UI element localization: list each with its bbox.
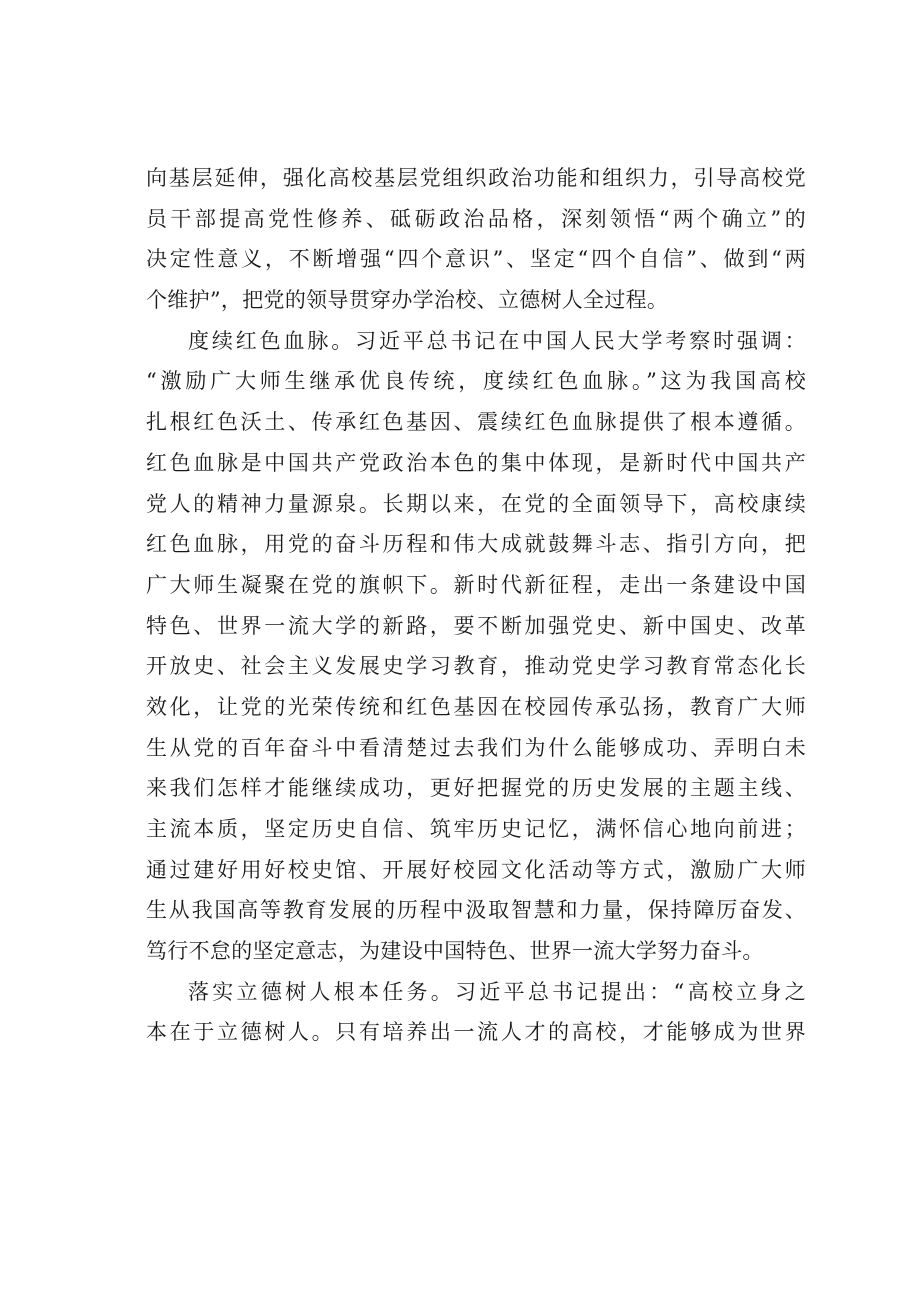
text-line: “激励广大师生继承优良传统，度续红色血脉。”这为我国高校 <box>146 369 806 394</box>
text-line: 主流本质，坚定历史自信、筑牢历史记忆，满怀信心地向前进； <box>146 817 806 841</box>
text-line: 决定性意义，不断增强“四个意识”、坚定“四个自信”、做到“两 <box>146 247 806 272</box>
text-line: 向基层延伸，强化高校基层党组织政治功能和组织力，引导高校党 <box>146 166 806 190</box>
text-line: 效化，让党的光荣传统和红色基因在校园传承弘扬，教育广大师 <box>146 694 806 719</box>
text-line: 特色、世界一流大学的新路，要不断加强党史、新中国史、改革 <box>146 613 806 638</box>
text-line: 来我们怎样才能继续成功，更好把握党的历史发展的主题主线、 <box>146 776 806 801</box>
text-line: 个维护”，把党的领导贯穿办学治校、立德树人全过程。 <box>146 288 669 313</box>
text-line: 开放史、社会主义发展史学习教育，推动党史学习教育常态化长 <box>146 654 806 679</box>
paragraph-2 <box>146 321 806 972</box>
text-line: 扎根红色沃土、传承红色基因、震续红色血脉提供了根本遵循。 <box>146 410 806 435</box>
text-line: 生从我国高等教育发展的历程中汲取智慧和力量，保持障厉奋发、 <box>146 898 806 923</box>
text-line: 红色血脉，用党的奋斗历程和伟大成就鼓舞斗志、指引方向，把 <box>146 532 806 557</box>
text-line: 员干部提高党性修养、砥砺政治品格，深刻领悟“两个确立”的 <box>146 206 806 231</box>
text-line: 落实立德树人根本任务。习近平总书记提出：“高校立身之 <box>188 979 806 1004</box>
text-line: 生从党的百年奋斗中看清楚过去我们为什么能够成功、弄明白未 <box>146 735 806 760</box>
text-line: 党人的精神力量源泉。长期以来，在党的全面领导下，高校康续 <box>146 491 806 516</box>
paragraph-1 <box>146 158 806 321</box>
text-line: 红色血脉是中国共产党政治本色的集中体现，是新时代中国共产 <box>146 450 806 475</box>
paragraph-3 <box>146 972 806 1053</box>
text-line: 本在于立德树人。只有培养出一流人才的高校，才能够成为世界 <box>146 1020 806 1045</box>
document-body <box>146 158 806 1053</box>
text-line: 广大师生凝聚在党的旗帜下。新时代新征程，走出一条建设中国 <box>146 572 806 597</box>
text-line: 度续红色血脉。习近平总书记在中国人民大学考察时强调： <box>188 328 806 353</box>
text-line: 笃行不怠的坚定意志，为建设中国特色、世界一流大学努力奋斗。 <box>146 939 764 964</box>
text-line: 通过建好用好校史馆、开展好校园文化活动等方式，激励广大师 <box>146 857 806 882</box>
